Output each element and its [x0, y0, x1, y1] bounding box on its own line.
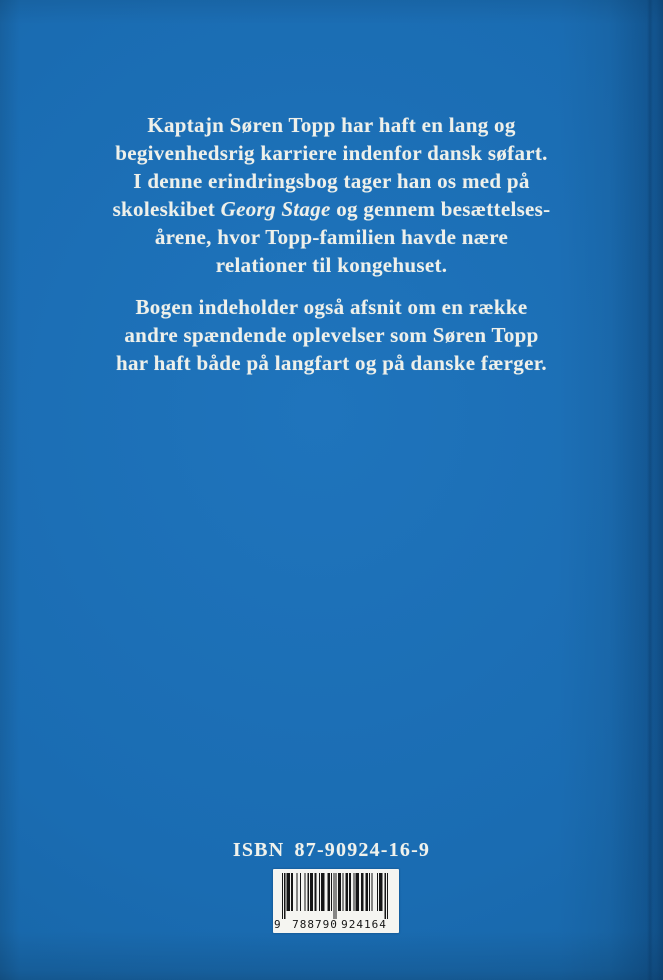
text-segment: I denne erindringsbog tager han os med på — [133, 169, 530, 193]
paragraph — [0, 293, 663, 377]
text-segment: og gennem besættelses- — [330, 197, 551, 221]
text-line — [0, 167, 663, 195]
text-segment: skoleskibet — [112, 197, 221, 221]
text-segment: Bogen indeholder også afsnit om en række — [135, 295, 528, 319]
text-line — [0, 349, 663, 377]
barcode-digit-group1: 788790 — [292, 918, 338, 931]
text-line — [0, 293, 663, 321]
barcode — [273, 869, 399, 933]
ship-name-italic: Georg Stage — [220, 197, 331, 221]
barcode-digit-group2: 924164 — [341, 918, 387, 931]
barcode-digit-lead: 9 — [274, 918, 281, 931]
isbn-text: ISBN 87-90924-16-9 — [232, 839, 431, 861]
barcode-digits — [273, 919, 399, 931]
text-line — [0, 111, 663, 139]
text-segment: andre spændende oplevelser som Søren Topp — [124, 323, 539, 347]
text-segment: Kaptajn Søren Topp har haft en lang og — [147, 113, 516, 137]
barcode-bars — [282, 873, 388, 919]
text-segment: relationer til kongehuset. — [215, 253, 448, 277]
blurb — [0, 111, 663, 377]
text-line — [0, 139, 663, 167]
text-segment: begivenhedsrig karriere indenfor dansk søfart. — [115, 141, 548, 165]
text-line — [0, 251, 663, 279]
text-line — [0, 195, 663, 223]
text-segment: årene, hvor Topp-familien havde nære — [154, 225, 509, 249]
text-segment: har haft både på langfart og på danske færger. — [116, 351, 547, 375]
text-line — [0, 223, 663, 251]
text-line — [0, 321, 663, 349]
paragraph — [0, 111, 663, 279]
